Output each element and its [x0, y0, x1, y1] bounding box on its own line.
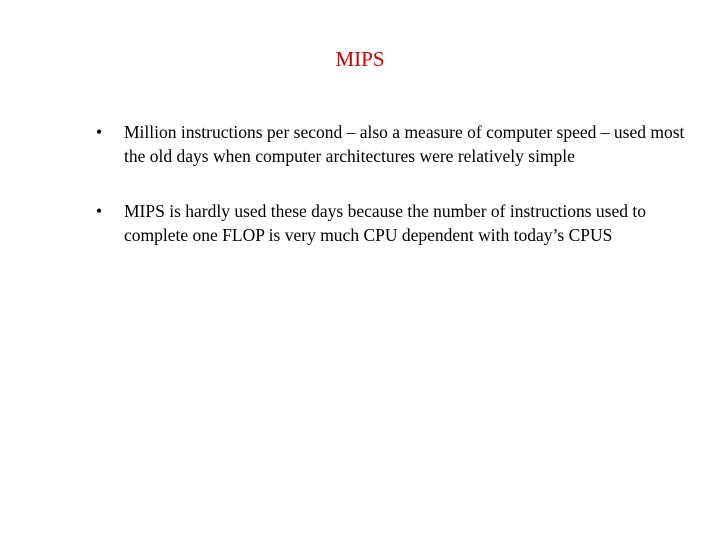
bullet-text: Million instructions per second – also a measure of computer speed – used most the old days when computer architectures were relatively simple [124, 122, 685, 166]
bullet-item [90, 120, 690, 168]
slide-title: MIPS [335, 47, 385, 71]
bullet-item [90, 199, 690, 247]
bullet-text: MIPS is hardly used these days because the number of instructions used to complete one FLOP is very much CPU dependent with today’s CPUS [124, 201, 646, 245]
bullet-icon: • [96, 201, 103, 221]
bullet-list [90, 120, 690, 278]
bullet-icon: • [96, 122, 103, 142]
